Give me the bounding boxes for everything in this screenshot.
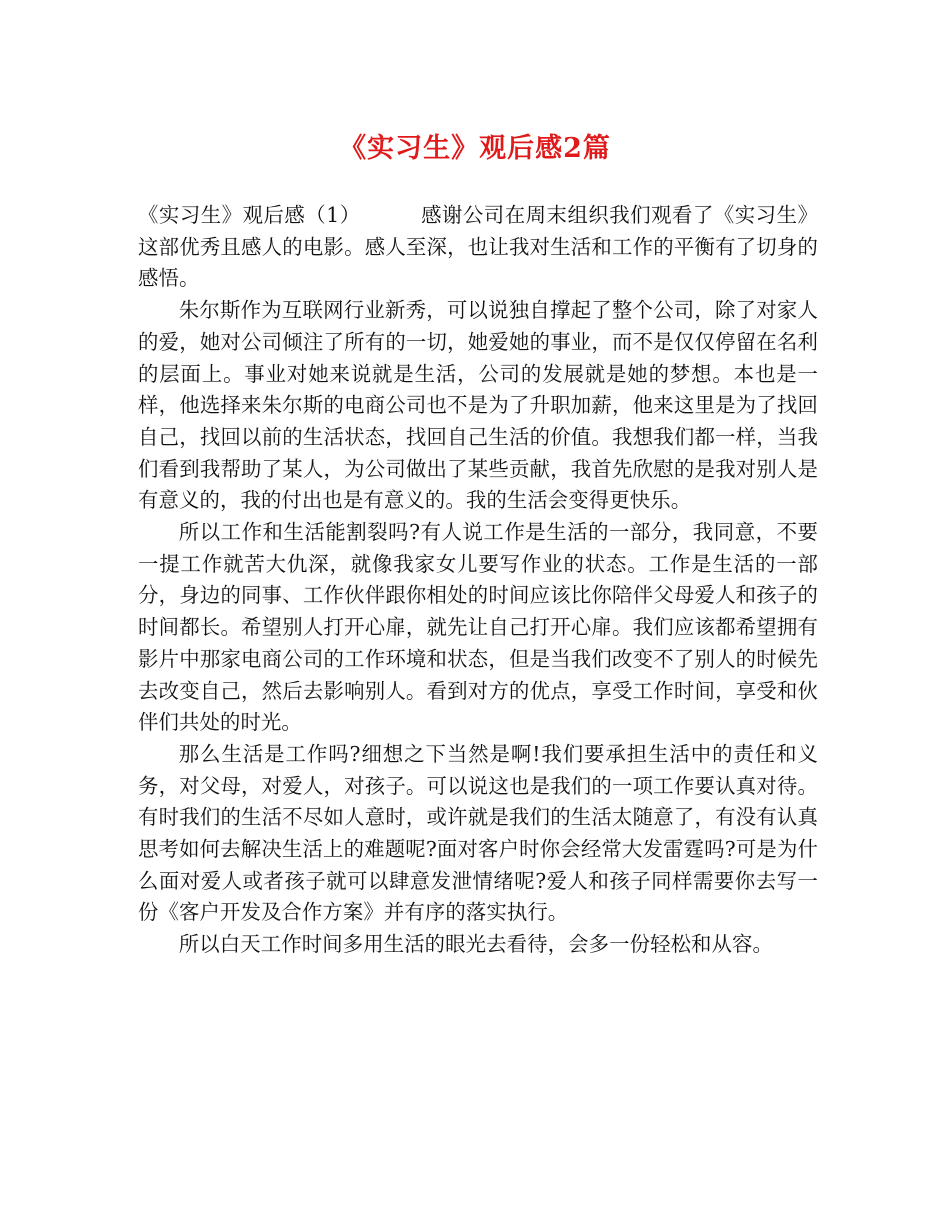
body-paragraph-2: 所以工作和生活能割裂吗?有人说工作是生活的一部分，我同意，不要一提工作就苦大仇深，就像我家女儿要写作业的状态。工作是生活的一部分，身边的同事、工作伙伴跟你相处的时间应该比你陪伴父母爱人和孩子的时间都长。希望别人打开心扉，就先让自己打开心扉。我们应该都希望拥有影片中那家电商公司的工作环境和状态，但是当我们改变不了别人的时候先去改变自己，然后去影响别人。看到对方的优点，享受工作时间，享受和伙伴们共处的时光。: [138, 520, 818, 735]
document-body: [138, 200, 818, 961]
document-title: 《实习生》观后感2篇: [339, 133, 611, 164]
body-paragraph-3: 那么生活是工作吗?细想之下当然是啊!我们要承担生活中的责任和义务，对父母，对爱人，对孩子。可以说这也是我们的一项工作要认真对待。有时我们的生活不尽如人意时，或许就是我们的生活太随意了，有没有认真思考如何去解决生活上的难题呢?面对客户时你会经常大发雷霆吗?可是为什么面对爱人或者孩子就可以肆意发泄情绪呢?爱人和孩子同样需要你去写一份《客户开发及合作方案》并有序的落实执行。: [138, 741, 818, 925]
intro-paragraph: [138, 200, 818, 295]
intro-text: 感谢公司在周末组织我们观看了《实习生》这部优秀且感人的电影。感人至深，也让我对生活和工作的平衡有了切身的感悟。: [138, 203, 818, 291]
body-paragraph-4: 所以白天工作时间多用生活的眼光去看待，会多一份轻松和从容。: [178, 932, 774, 957]
body-paragraph-1: 朱尔斯作为互联网行业新秀，可以说独自撑起了整个公司，除了对家人的爱，她对公司倾注了所有的一切，她爱她的事业，而不是仅仅停留在名利的层面上。事业对她来说就是生活，公司的发展就是她的梦想。本也是一样，他选择来朱尔斯的电商公司也不是为了升职加薪，他来这里是为了找回自己，找回以前的生活状态，找回自己生活的价值。我想我们都一样，当我们看到我帮助了某人，为公司做出了某些贡献，我首先欣慰的是我对别人是有意义的，我的付出也是有意义的。我的生活会变得更快乐。: [138, 298, 818, 513]
intro-label: 《实习生》观后感（1）: [138, 203, 361, 227]
